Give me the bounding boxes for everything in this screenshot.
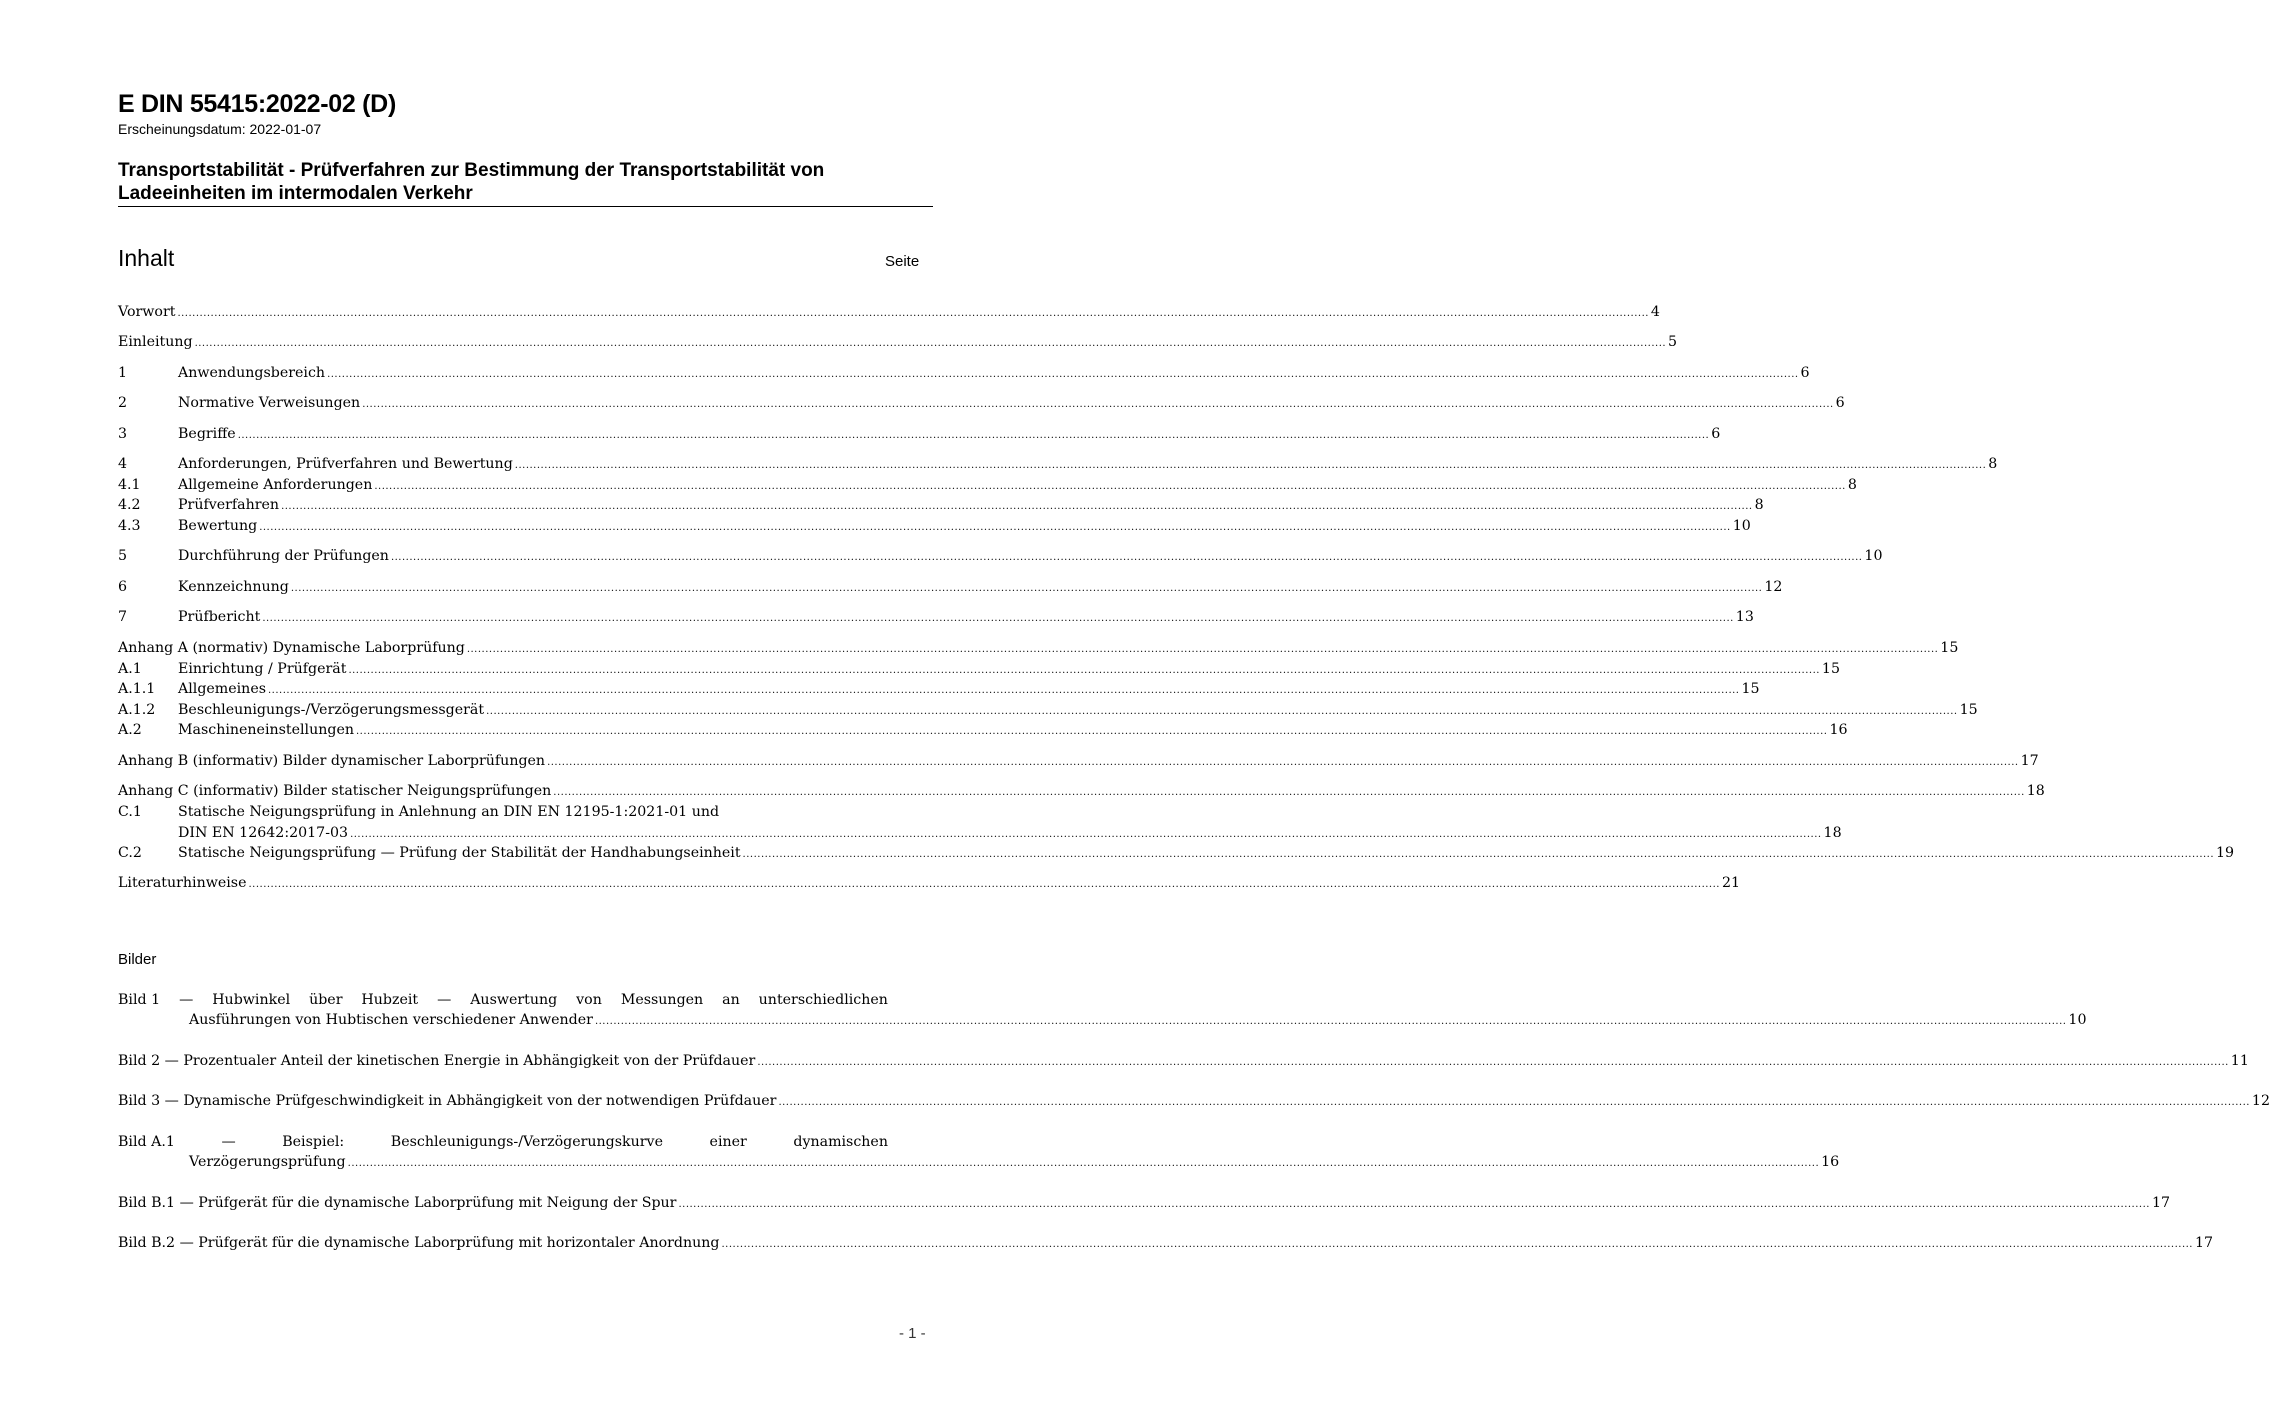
toc-entry-page: 8 <box>1847 477 1857 493</box>
figure-caption-word: Beschleunigungs-/Verzögerungskurve <box>390 1134 663 1150</box>
publication-date: Erscheinungsdatum: 2022-01-07 <box>118 121 322 137</box>
toc-entry-title: Vorwort <box>118 304 176 320</box>
leader-dots: ................................................................................................................................................................................................................................................................................................................................................................................................................ <box>327 369 1799 380</box>
toc-entry[interactable] <box>118 424 1721 444</box>
figure-caption-continued: Ausführungen von Hubtischen verschiedener Anwender <box>189 1012 593 1028</box>
figure-caption-word: — <box>221 1134 236 1150</box>
toc-entry[interactable] <box>118 751 2039 771</box>
toc-entry-page: 8 <box>1988 456 1998 472</box>
figure-caption-word: — <box>179 992 194 1008</box>
toc-entry[interactable] <box>118 843 2235 863</box>
figure-caption-word: dynamischen <box>793 1134 888 1150</box>
leader-dots: ................................................................................................................................................................................................................................................................................................................................................................................................................ <box>259 522 1731 533</box>
toc-entry-number: 6 <box>118 579 128 595</box>
toc-entry-number: 3 <box>118 426 128 442</box>
toc-entry-number: 1 <box>118 365 128 381</box>
leader-dots: ................................................................................................................................................................................................................................................................................................................................................................................................................ <box>350 829 1822 840</box>
leader-dots: ................................................................................................................................................................................................................................................................................................................................................................................................................ <box>248 879 1720 890</box>
toc-entry-number: A.1.1 <box>118 681 156 697</box>
toc-entry-title: Anforderungen, Prüfverfahren und Bewertung <box>178 456 513 472</box>
toc-entry[interactable] <box>118 659 1840 679</box>
toc-entry-number: A.2 <box>118 722 142 738</box>
toc-entry-number: 4 <box>118 456 128 472</box>
toc-entry-number: A.1 <box>118 661 142 677</box>
leader-dots: ................................................................................................................................................................................................................................................................................................................................................................................................................ <box>466 644 1939 655</box>
figure-caption-word: Auswertung <box>470 992 558 1008</box>
figure-page: 12 <box>2251 1093 2270 1109</box>
figure-caption: Bild 3 — Dynamische Prüfgeschwindigkeit in Abhängigkeit von der notwendigen Prüfdauer <box>118 1093 777 1109</box>
figure-caption: Bild B.1 — Prüfgerät für die dynamische Laborprüfung mit Neigung der Spur <box>118 1195 677 1211</box>
leader-dots: ................................................................................................................................................................................................................................................................................................................................................................................................................ <box>514 460 1987 471</box>
toc-entry-page: 17 <box>2020 753 2039 769</box>
toc-entry-title: Statische Neigungsprüfung in Anlehnung an DIN EN 12195-1:2021-01 und <box>178 804 720 820</box>
toc-heading: Inhalt <box>118 245 175 271</box>
toc-entry[interactable] <box>118 607 1754 627</box>
leader-dots: ................................................................................................................................................................................................................................................................................................................................................................................................................ <box>742 849 2215 860</box>
figure-label: Bild 1 <box>118 992 161 1008</box>
leader-dots: ................................................................................................................................................................................................................................................................................................................................................................................................................ <box>355 726 1828 737</box>
toc-entry-page: 15 <box>1821 661 1840 677</box>
leader-dots: ................................................................................................................................................................................................................................................................................................................................................................................................................ <box>348 665 1820 676</box>
figure-caption-word: — <box>437 992 452 1008</box>
toc-entry-title: Anhang A (normativ) Dynamische Laborprüfung <box>118 640 465 656</box>
toc-entry-title: Begriffe <box>178 426 236 442</box>
leader-dots: ................................................................................................................................................................................................................................................................................................................................................................................................................ <box>362 399 1834 410</box>
leader-dots: ................................................................................................................................................................................................................................................................................................................................................................................................................ <box>347 1158 1820 1169</box>
toc-entry-page: 12 <box>1764 579 1783 595</box>
toc-entry-page: 15 <box>1959 702 1978 718</box>
figure-page: 16 <box>1821 1154 1840 1170</box>
toc-entry-title: Prüfbericht <box>178 609 261 625</box>
figure-caption-word: Messungen <box>620 992 704 1008</box>
figure-entry[interactable] <box>118 990 2087 1032</box>
figure-entry[interactable] <box>118 1193 2171 1215</box>
toc-entry-title: Allgemeine Anforderungen <box>178 477 373 493</box>
toc-entry-page: 5 <box>1668 334 1678 350</box>
figure-caption-word: von <box>576 992 602 1008</box>
toc-entry-title: Einleitung <box>118 334 193 350</box>
page-number: - 1 - <box>899 1325 926 1342</box>
toc-entry-title: Maschineneinstellungen <box>178 722 354 738</box>
figure-page: 11 <box>2230 1053 2249 1069</box>
title-divider <box>118 206 933 207</box>
leader-dots: ................................................................................................................................................................................................................................................................................................................................................................................................................ <box>678 1199 2150 1210</box>
toc-entry-title: Prüfverfahren <box>178 497 280 513</box>
toc-entry[interactable] <box>118 332 1678 352</box>
figure-caption-word: Beispiel: <box>282 1134 345 1150</box>
toc-entry-page: 16 <box>1829 722 1848 738</box>
toc-entry-page: 19 <box>2216 845 2235 861</box>
figure-entry[interactable] <box>118 1233 2214 1255</box>
toc-entry[interactable] <box>118 516 1751 536</box>
toc-entry[interactable] <box>118 363 1810 383</box>
leader-dots: ................................................................................................................................................................................................................................................................................................................................................................................................................ <box>486 706 1958 717</box>
toc-entry[interactable] <box>118 802 1842 843</box>
toc-entry-title: Literaturhinweise <box>118 875 247 891</box>
toc-entry-title: Bewertung <box>178 518 258 534</box>
toc-entry-page: 18 <box>2026 783 2045 799</box>
toc-entry[interactable] <box>118 700 1978 720</box>
figure-caption-word: Hubwinkel <box>212 992 291 1008</box>
toc-entry-page: 6 <box>1711 426 1721 442</box>
leader-dots: ................................................................................................................................................................................................................................................................................................................................................................................................................ <box>194 338 1667 349</box>
figure-page: 10 <box>2068 1012 2087 1028</box>
toc-entry-title: Anhang B (informativ) Bilder dynamischer Laborprüfungen <box>118 753 546 769</box>
leader-dots: ................................................................................................................................................................................................................................................................................................................................................................................................................ <box>594 1016 2067 1027</box>
toc-entry-title: Kennzeichnung <box>178 579 289 595</box>
toc-entry-title: Normative Verweisungen <box>178 395 361 411</box>
toc-entry-page: 10 <box>1732 518 1751 534</box>
toc-entry-page: 18 <box>1823 825 1842 841</box>
toc-page-column-label: Seite <box>885 253 920 270</box>
document-title: Transportstabilität - Prüfverfahren zur Bestimmung der Transportstabilität von Ladeeinheiten im intermodalen Verkehr <box>118 160 825 204</box>
toc-entry[interactable] <box>118 393 1845 413</box>
figure-label: Bild A.1 <box>118 1134 175 1150</box>
document-id: E DIN 55415:2022-02 (D) <box>118 90 396 118</box>
toc-entry-page: 6 <box>1835 395 1845 411</box>
leader-dots: ................................................................................................................................................................................................................................................................................................................................................................................................................ <box>290 583 1763 594</box>
toc-entry-number: C.2 <box>118 845 142 861</box>
toc-entry[interactable] <box>118 475 1857 495</box>
toc-entry-page: 6 <box>1800 365 1810 381</box>
toc-entry-number: 4.2 <box>118 497 141 513</box>
toc-entry-title: Anhang C (informativ) Bilder statischer Neigungsprüfungen <box>118 783 552 799</box>
toc-entry-number: 7 <box>118 609 128 625</box>
toc-entry[interactable] <box>118 781 2045 801</box>
leader-dots: ................................................................................................................................................................................................................................................................................................................................................................................................................ <box>553 787 2025 798</box>
toc-entry[interactable] <box>118 454 1998 474</box>
toc-entry-title: Einrichtung / Prüfgerät <box>178 661 347 677</box>
toc-entry-number: C.1 <box>118 804 142 820</box>
leader-dots: ................................................................................................................................................................................................................................................................................................................................................................................................................ <box>262 613 1734 624</box>
figure-caption: Bild 2 — Prozentualer Anteil der kinetischen Energie in Abhängigkeit von der Prüfdauer <box>118 1053 756 1069</box>
toc-entry-title: Allgemeines <box>178 681 266 697</box>
toc-entry[interactable] <box>118 638 1959 658</box>
leader-dots: ................................................................................................................................................................................................................................................................................................................................................................................................................ <box>268 685 1740 696</box>
toc-entry-title-continued: DIN EN 12642:2017-03 <box>178 825 349 841</box>
leader-dots: ................................................................................................................................................................................................................................................................................................................................................................................................................ <box>547 757 2019 768</box>
figure-page: 17 <box>2151 1195 2171 1211</box>
figure-page: 17 <box>2194 1235 2214 1251</box>
leader-dots: ................................................................................................................................................................................................................................................................................................................................................................................................................ <box>281 501 1753 512</box>
figures-heading: Bilder <box>118 951 157 968</box>
toc-entry-number: A.1.2 <box>118 702 156 718</box>
toc-entry[interactable] <box>118 720 1848 740</box>
toc-entry-page: 8 <box>1754 497 1764 513</box>
toc-entry-page: 15 <box>1741 681 1760 697</box>
figure-caption-word: einer <box>709 1134 747 1150</box>
toc-entry-number: 4.1 <box>118 477 141 493</box>
leader-dots: ................................................................................................................................................................................................................................................................................................................................................................................................................ <box>237 430 1710 441</box>
toc-entry[interactable] <box>118 546 1883 566</box>
toc-entry[interactable] <box>118 577 1783 597</box>
figure-entry[interactable] <box>118 1051 2249 1073</box>
leader-dots: ................................................................................................................................................................................................................................................................................................................................................................................................................ <box>757 1057 2229 1068</box>
figure-caption: Bild B.2 — Prüfgerät für die dynamische Laborprüfung mit horizontaler Anordnung <box>118 1235 720 1251</box>
figure-caption-continued: Verzögerungsprüfung <box>189 1154 346 1170</box>
toc-entry-number: 5 <box>118 548 128 564</box>
toc-entry-page: 15 <box>1940 640 1959 656</box>
toc-entry-page: 10 <box>1864 548 1883 564</box>
leader-dots: ................................................................................................................................................................................................................................................................................................................................................................................................................ <box>778 1097 2250 1108</box>
figure-entry[interactable] <box>118 1091 2270 1113</box>
figure-caption-word: Hubzeit <box>361 992 419 1008</box>
toc-entry-page: 21 <box>1721 875 1741 891</box>
figure-caption-word: an <box>722 992 740 1008</box>
toc-entry-title: Beschleunigungs-/Verzögerungsmessgerät <box>178 702 485 718</box>
figure-caption-word: unterschiedlichen <box>758 992 888 1008</box>
toc-entry[interactable] <box>118 495 1764 515</box>
toc-entry-page: 4 <box>1650 304 1660 320</box>
leader-dots: ................................................................................................................................................................................................................................................................................................................................................................................................................ <box>390 552 1863 563</box>
toc-entry-title: Statische Neigungsprüfung — Prüfung der Stabilität der Handhabungseinheit <box>178 845 741 861</box>
leader-dots: ................................................................................................................................................................................................................................................................................................................................................................................................................ <box>177 308 1649 319</box>
toc-entry-number: 4.3 <box>118 518 141 534</box>
figure-caption-word: über <box>309 992 343 1008</box>
toc-entry[interactable] <box>118 302 1660 322</box>
toc-entry-title: Durchführung der Prüfungen <box>178 548 389 564</box>
toc-entry[interactable] <box>118 873 1741 893</box>
toc-entry-number: 2 <box>118 395 128 411</box>
leader-dots: ................................................................................................................................................................................................................................................................................................................................................................................................................ <box>374 481 1846 492</box>
figure-entry[interactable] <box>118 1132 1840 1174</box>
toc-entry[interactable] <box>118 679 1760 699</box>
toc-entry-page: 13 <box>1735 609 1754 625</box>
toc-entry-title: Anwendungsbereich <box>178 365 326 381</box>
leader-dots: ................................................................................................................................................................................................................................................................................................................................................................................................................ <box>721 1239 2193 1250</box>
